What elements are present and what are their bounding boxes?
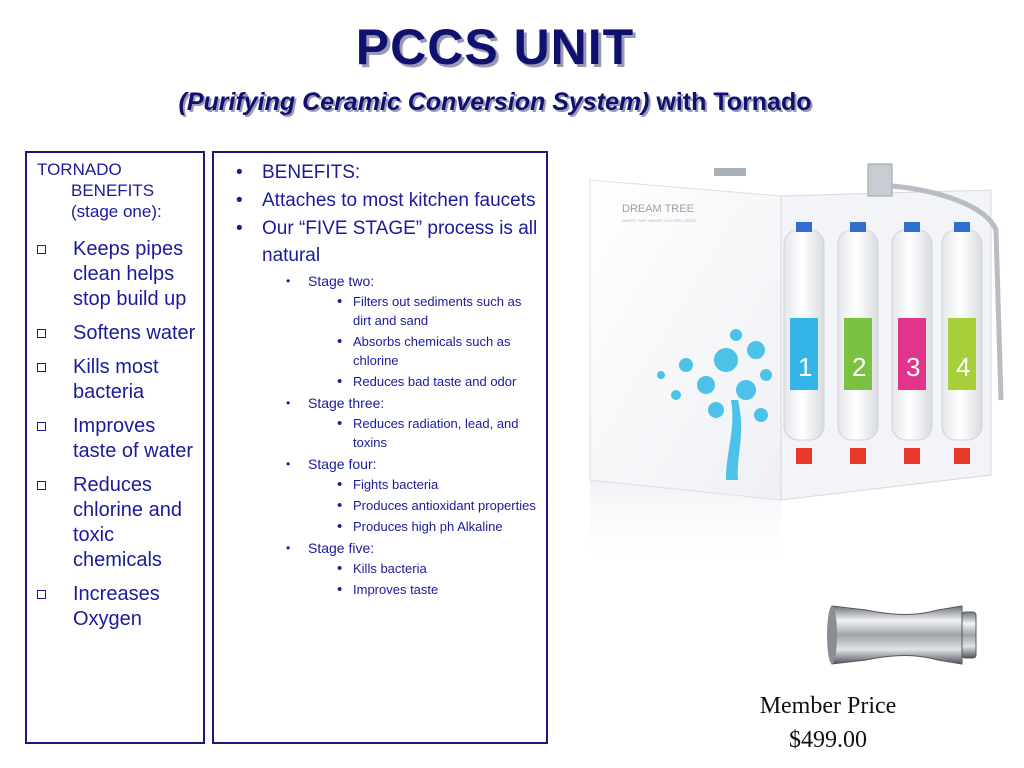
stage-detail (224, 292, 544, 330)
price-value: $499.00 (789, 727, 867, 753)
list-item-text: Increases Oxygen (73, 583, 160, 630)
bullet-icon: • (337, 476, 343, 493)
list-item-text: Improves taste of water (73, 415, 194, 462)
stage-detail (224, 580, 544, 599)
list-item (33, 414, 203, 464)
stage-detail-text: Fights bacteria (353, 477, 439, 492)
stage-detail-text: Reduces radiation, lead, and toxins (353, 416, 519, 450)
stage-detail-text: Produces high ph Alkaline (353, 519, 503, 534)
square-bullet-icon (37, 329, 46, 338)
list-item-text: Our “FIVE STAGE” process is all natural (262, 218, 538, 266)
bullet-icon: • (337, 293, 343, 310)
stage-detail-text: Absorbs chemicals such as chlorine (353, 334, 511, 368)
filter-number: 2 (852, 352, 867, 382)
stage-label: Stage five: (308, 540, 375, 556)
filter-number: 1 (798, 352, 813, 382)
square-bullet-icon (37, 245, 46, 254)
stage-detail (224, 414, 544, 452)
bullet-icon: • (286, 274, 291, 288)
stage-detail (224, 517, 544, 536)
stage-detail-text: Reduces bad taste and odor (353, 374, 517, 389)
bullet-icon: • (286, 396, 291, 410)
brand-tagline: WATER THAT MAKES YOU FEEL GOOD (622, 218, 697, 223)
bullet-icon: • (236, 190, 243, 211)
square-bullet-icon (37, 481, 46, 490)
bullet-icon: • (236, 218, 243, 239)
tornado-benefits-list (33, 237, 203, 641)
list-item (33, 321, 203, 346)
benefits-panel (212, 151, 548, 744)
list-item (33, 582, 203, 632)
stage-detail-text: Improves taste (353, 582, 439, 597)
square-bullet-icon (37, 363, 46, 372)
heading-line-3: (stage one): (71, 202, 162, 221)
subtitle-italic: (Purifying Ceramic Conversion System) (178, 88, 650, 116)
filter-number: 3 (906, 352, 921, 382)
stage-detail (224, 496, 544, 515)
list-item (224, 159, 544, 186)
bullet-icon: • (337, 560, 343, 577)
stage-detail-text: Kills bacteria (353, 561, 427, 576)
benefits-list (224, 159, 544, 601)
member-price-label: Member Price (759, 693, 897, 719)
list-item (33, 473, 203, 573)
stage-item (224, 272, 544, 290)
brand-text: DREAM TREE (622, 203, 694, 215)
stage-detail (224, 372, 544, 391)
bullet-icon: • (337, 415, 343, 432)
bullet-icon: • (286, 541, 291, 555)
tornado-benefits-heading (37, 159, 197, 222)
bullet-icon: • (337, 333, 343, 350)
stage-detail-text: Filters out sediments such as dirt and sand (353, 294, 522, 328)
tornado-benefits-panel (25, 151, 205, 744)
list-item (224, 215, 544, 269)
square-bullet-icon (37, 422, 46, 431)
tornado-cylinder-image (826, 600, 980, 670)
heading-line-1: TORNADO (37, 160, 122, 179)
heading-line-2: BENEFITS (71, 181, 155, 200)
stage-label: Stage three: (308, 395, 385, 411)
list-item (33, 237, 203, 312)
bullet-icon: • (337, 497, 343, 514)
stage-detail (224, 475, 544, 494)
stage-detail-text: Produces antioxidant properties (353, 498, 536, 513)
bullet-icon: • (337, 518, 343, 535)
stage-detail (224, 559, 544, 578)
subtitle-rest: with Tornado (649, 88, 812, 116)
filter-unit-image (586, 150, 1016, 570)
page-subtitle (0, 86, 990, 118)
list-item (33, 355, 203, 405)
benefits-label: BENEFITS: (262, 162, 361, 183)
list-item-text: Softens water (73, 322, 196, 344)
stage-label: Stage two: (308, 273, 375, 289)
list-item-text: Kills most bacteria (73, 356, 159, 403)
stage-item (224, 394, 544, 412)
stage-label: Stage four: (308, 456, 377, 472)
stage-item (224, 455, 544, 473)
page-title: PCCS UNIT (355, 19, 635, 75)
bullet-icon: • (337, 373, 343, 390)
list-item-text: Keeps pipes clean helps stop build up (73, 238, 187, 310)
list-item-text: Attaches to most kitchen faucets (262, 190, 536, 211)
bullet-icon: • (236, 162, 243, 183)
bullet-icon: • (337, 581, 343, 598)
stage-detail (224, 332, 544, 370)
stage-item (224, 539, 544, 557)
square-bullet-icon (37, 590, 46, 599)
filter-number: 4 (956, 352, 971, 382)
list-item (224, 187, 544, 214)
bullet-icon: • (286, 457, 291, 471)
list-item-text: Reduces chlorine and toxic chemicals (73, 474, 182, 571)
